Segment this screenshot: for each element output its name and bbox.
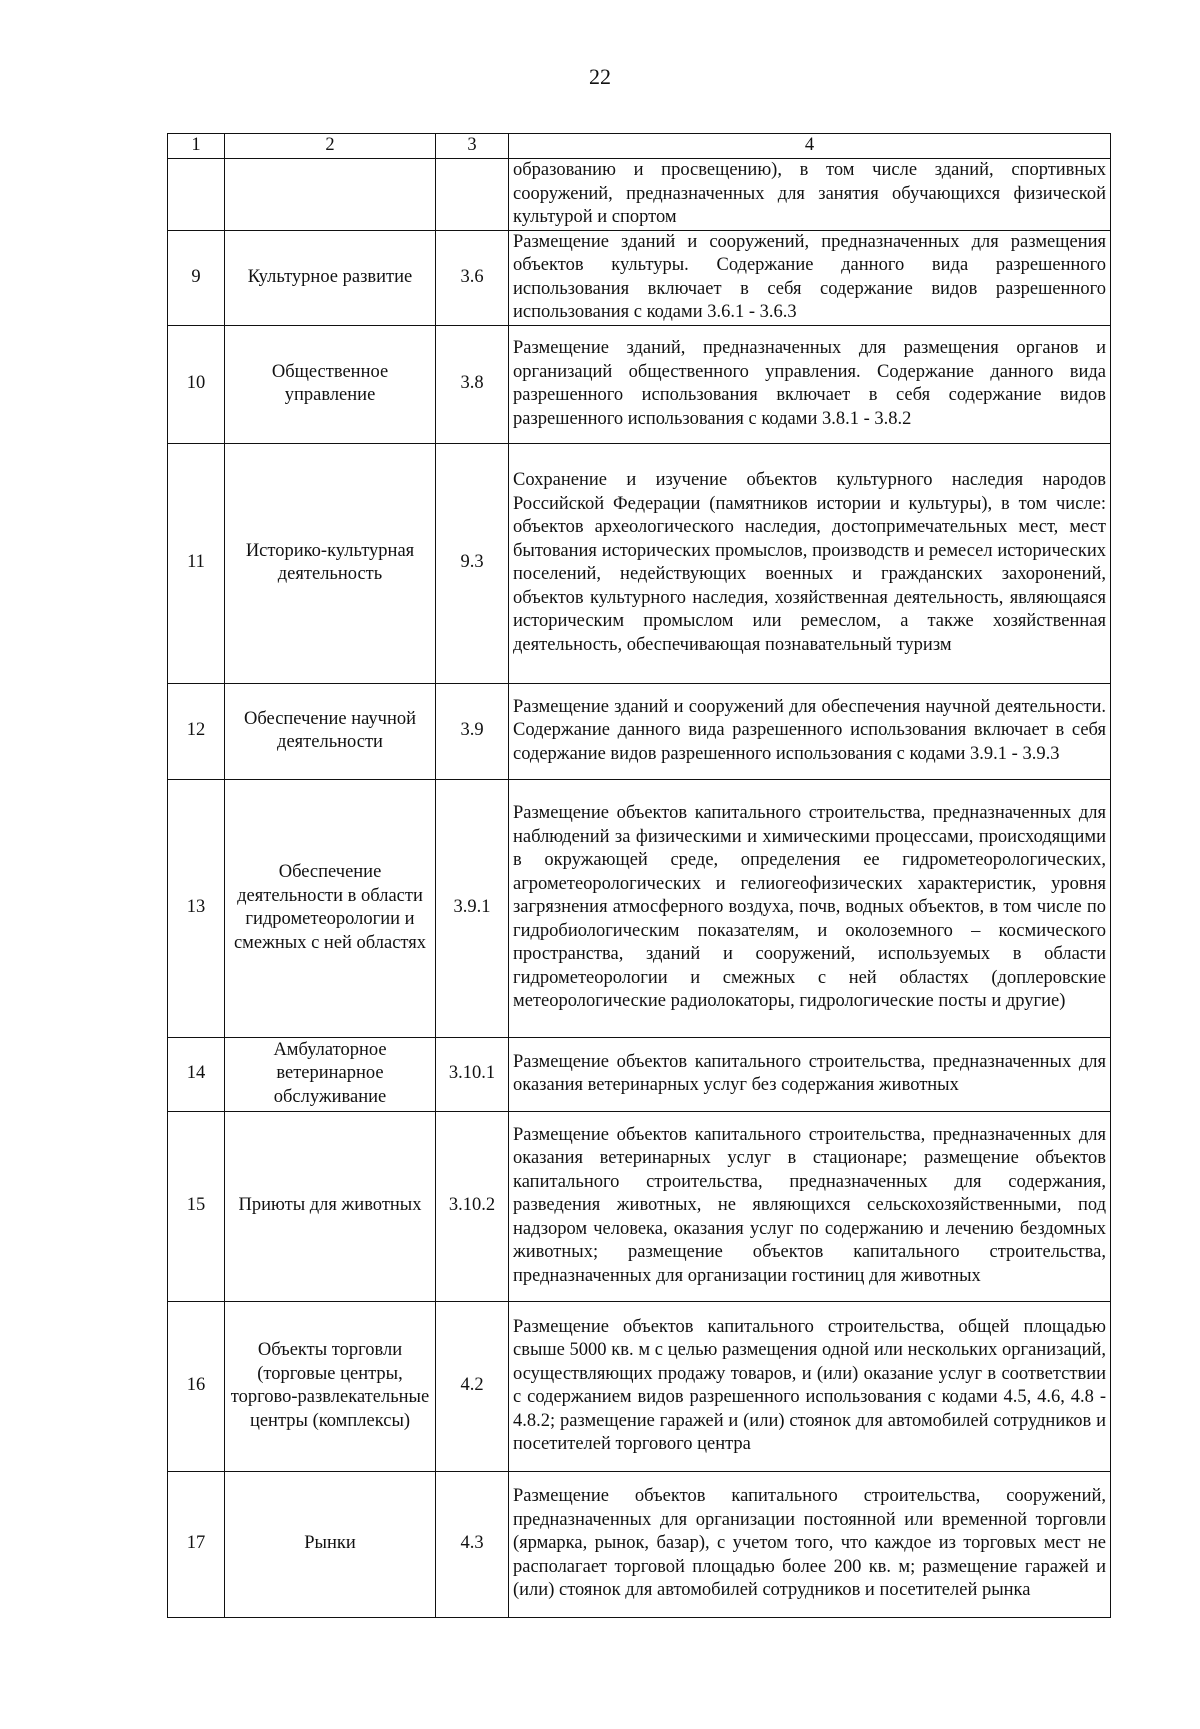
use-type-description: Размещение зданий и сооружений для обеспечения научной деятельности. Содержание данного вида разрешенного использования включает в себя содержание видов разрешенного использования с кодами 3.9.1 - 3.9.3 <box>509 683 1111 779</box>
land-use-table <box>167 133 1111 1618</box>
column-header: 3 <box>436 134 509 159</box>
table-row <box>168 779 1111 1037</box>
table-row <box>168 159 1111 231</box>
row-number: 9 <box>168 230 225 325</box>
row-number: 15 <box>168 1111 225 1301</box>
use-type-code: 3.9.1 <box>436 779 509 1037</box>
use-type-code: 3.8 <box>436 325 509 443</box>
row-number <box>168 159 225 231</box>
table-row <box>168 443 1111 683</box>
use-type-name: Обеспечение научной деятельности <box>225 683 436 779</box>
use-type-name: Объекты торговли (торговые центры, торгово-развлекательные центры (комплексы) <box>225 1301 436 1471</box>
use-type-name: Культурное развитие <box>225 230 436 325</box>
table-row <box>168 683 1111 779</box>
table-row <box>168 325 1111 443</box>
use-type-description: Размещение объектов капитального строительства, сооружений, предназначенных для организации постоянной или временной торговли (ярмарка, рынок, базар), с учетом того, что каждое из торговых мест не располагает торговой площадью более 200 кв. м; размещение гаражей и (или) стоянок для автомобилей сотрудников и посетителей рынка <box>509 1471 1111 1617</box>
row-number: 12 <box>168 683 225 779</box>
use-type-name: Историко-культурная деятельность <box>225 443 436 683</box>
use-type-name: Рынки <box>225 1471 436 1617</box>
column-header: 4 <box>509 134 1111 159</box>
table-row <box>168 1111 1111 1301</box>
table-row <box>168 1471 1111 1617</box>
use-type-description: Размещение зданий и сооружений, предназначенных для размещения объектов культуры. Содержание данного вида разрешенного использования включает в себя содержание видов разрешенного использования с кодами 3.6.1 - 3.6.3 <box>509 230 1111 325</box>
row-number: 10 <box>168 325 225 443</box>
row-number: 17 <box>168 1471 225 1617</box>
table-row <box>168 230 1111 325</box>
row-number: 16 <box>168 1301 225 1471</box>
row-number: 13 <box>168 779 225 1037</box>
use-type-code: 3.9 <box>436 683 509 779</box>
use-type-description: Размещение объектов капитального строительства, предназначенных для наблюдений за физическими и химическими процессами, происходящими в окружающей среде, определения ее гидрометеорологических, агрометеорологических и гелиогеофизических характеристик, уровня загрязнения атмосферного воздуха, почв, водных объектов, в том числе по гидробиологическим показателям, и околоземного – космического пространства, зданий и сооружений, используемых в области гидрометеорологии и смежных с ней областях (доплеровские метеорологические радиолокаторы, гидрологические посты и другие) <box>509 779 1111 1037</box>
row-number: 14 <box>168 1037 225 1111</box>
use-type-description: Сохранение и изучение объектов культурного наследия народов Российской Федерации (памятников истории и культуры), в том числе: объектов археологического наследия, достопримечательных мест, мест бытования исторических промыслов, производств и ремесел исторических поселений, недействующих военных и гражданских захоронений, объектов культурного наследия, хозяйственная деятельность, являющаяся историческим промыслом или ремеслом, а также хозяйственная деятельность, обеспечивающая познавательный туризм <box>509 443 1111 683</box>
use-type-name: Общественное управление <box>225 325 436 443</box>
row-number: 11 <box>168 443 225 683</box>
use-type-description: Размещение зданий, предназначенных для размещения органов и организаций общественного управления. Содержание данного вида разрешенного использования включает в себя содержание видов разрешенного использования с кодами 3.8.1 - 3.8.2 <box>509 325 1111 443</box>
table-header-row <box>168 134 1111 159</box>
use-type-code: 4.2 <box>436 1301 509 1471</box>
page-number: 22 <box>589 64 611 89</box>
column-header: 2 <box>225 134 436 159</box>
use-type-code <box>436 159 509 231</box>
use-type-name: Амбулаторное ветеринарное обслуживание <box>225 1037 436 1111</box>
use-type-code: 3.10.1 <box>436 1037 509 1111</box>
column-header: 1 <box>168 134 225 159</box>
use-type-description: Размещение объектов капитального строительства, предназначенных для оказания ветеринарных услуг без содержания животных <box>509 1037 1111 1111</box>
use-type-code: 9.3 <box>436 443 509 683</box>
use-type-description: Размещение объектов капитального строительства, общей площадью свыше 5000 кв. м с целью размещения одной или нескольких организаций, осуществляющих продажу товаров, и (или) оказание услуг в соответствии с содержанием видов разрешенного использования с кодами 4.5, 4.6, 4.8 - 4.8.2; размещение гаражей и (или) стоянок для автомобилей сотрудников и посетителей торгового центра <box>509 1301 1111 1471</box>
use-type-description: Размещение объектов капитального строительства, предназначенных для оказания ветеринарных услуг в стационаре; размещение объектов капитального строительства, предназначенных для содержания, разведения животных, не являющихся сельскохозяйственными, под надзором человека, оказания услуг по содержанию и лечению бездомных животных; размещение объектов капитального строительства, предназначенных для организации гостиниц для животных <box>509 1111 1111 1301</box>
table-row <box>168 1301 1111 1471</box>
use-type-name: Приюты для животных <box>225 1111 436 1301</box>
use-type-code: 3.10.2 <box>436 1111 509 1301</box>
use-type-name: Обеспечение деятельности в области гидрометеорологии и смежных с ней областях <box>225 779 436 1037</box>
use-type-code: 3.6 <box>436 230 509 325</box>
table-row <box>168 1037 1111 1111</box>
use-type-description: образованию и просвещению), в том числе зданий, спортивных сооружений, предназначенных для занятия обучающихся физической культурой и спортом <box>509 159 1111 231</box>
use-type-code: 4.3 <box>436 1471 509 1617</box>
use-type-name <box>225 159 436 231</box>
